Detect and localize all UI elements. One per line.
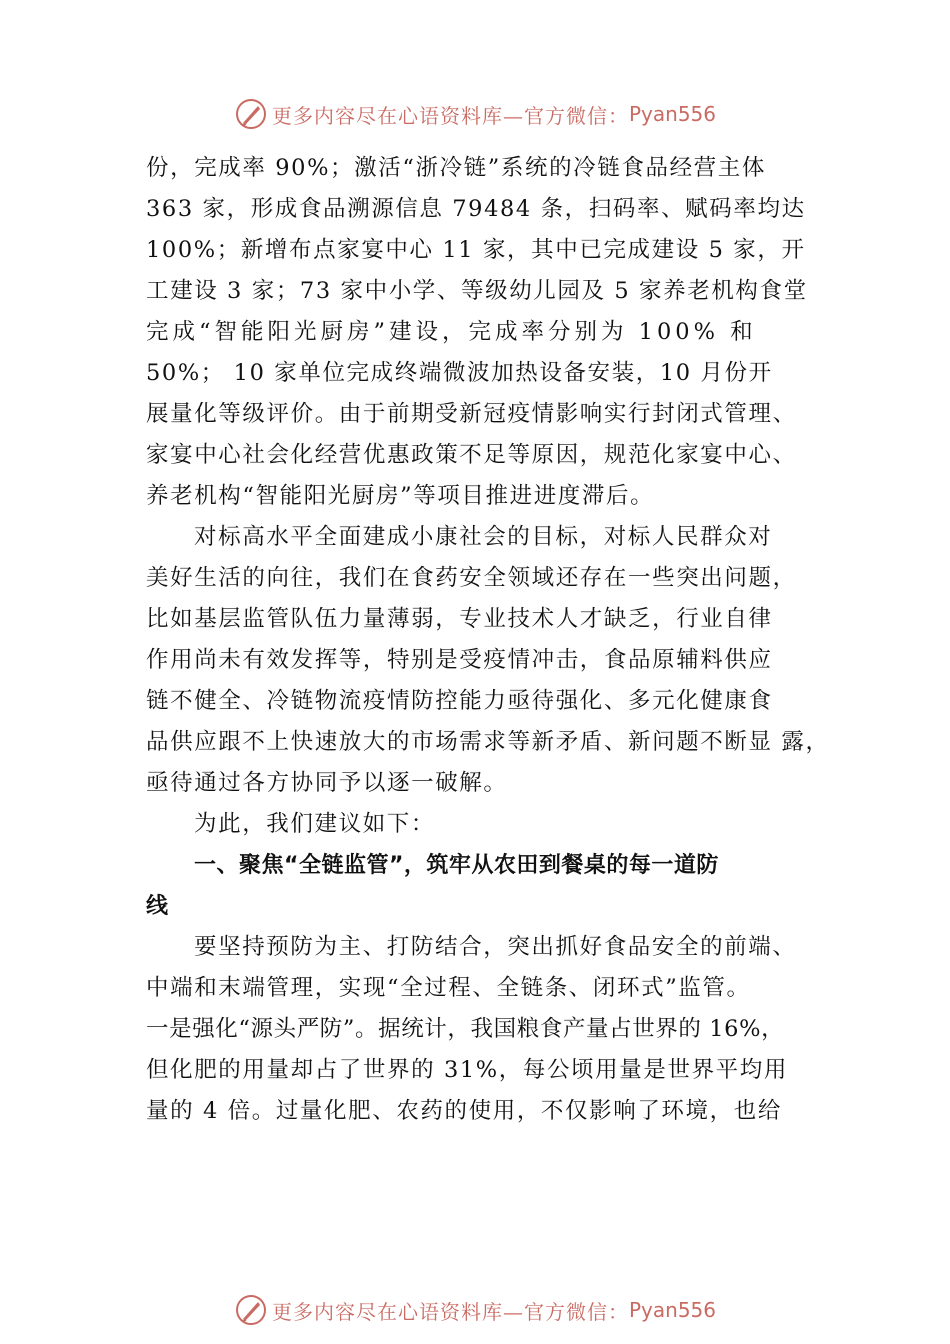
paragraph-line: 50%； 10 家单位完成终端微波加热设备安装，10 月份开	[146, 360, 773, 386]
paragraph-line: 养老机构“智能阳光厨房”等项目推进进度滞后。	[146, 483, 655, 509]
watermark-header	[0, 94, 950, 134]
paragraph-line: 美好生活的向往，我们在食药安全领域还存在一些突出问题，	[146, 565, 797, 591]
feather-pen-logo-icon	[234, 1293, 268, 1327]
paragraph-line: 为此，我们建议如下：	[194, 811, 436, 837]
paragraph-line: 100%；新增布点家宴中心 11 家，其中已完成建设 5 家，开	[146, 237, 806, 263]
section-heading-continued: 线	[146, 894, 169, 919]
paragraph-line: 要坚持预防为主、打防结合，突出抓好食品安全的前端、	[194, 934, 797, 960]
watermark-wechat-id: Pyan556	[628, 102, 716, 126]
watermark-text: 更多内容尽在心语资料库—官方微信：	[271, 1299, 629, 1324]
paragraph-line: 363 家，形成食品溯源信息 79484 条，扫码率、赋码率均达	[146, 196, 806, 222]
document-body	[146, 148, 836, 1132]
paragraph-line: 完成“智能阳光厨房”建设，完成率分别为 100% 和	[146, 319, 757, 345]
watermark-wechat-id: Pyan556	[628, 1298, 716, 1322]
paragraph-line: 中端和末端管理，实现“全过程、全链条、闭环式”监管。	[146, 975, 751, 1001]
feather-pen-logo-icon	[234, 97, 268, 131]
paragraph-line: 展量化等级评价。由于前期受新冠疫情影响实行封闭式管理、	[146, 401, 797, 427]
paragraph-line: 量的 4 倍。过量化肥、农药的使用，不仅影响了环境，也给	[146, 1098, 782, 1124]
paragraph-line: 工建设 3 家；73 家中小学、等级幼儿园及 5 家养老机构食堂	[146, 278, 808, 304]
watermark-footer	[0, 1290, 950, 1330]
paragraph-line: 份，完成率 90%；激活“浙冷链”系统的冷链食品经营主体	[146, 155, 766, 181]
paragraph-line: 一是强化“源头严防”。据统计，我国粮食产量占世界的 16%，	[146, 1016, 785, 1042]
paragraph-line: 比如基层监管队伍力量薄弱，专业技术人才缺乏，行业自律	[146, 606, 773, 632]
paragraph-line: 但化肥的用量却占了世界的 31%，每公顷用量是世界平均用	[146, 1057, 788, 1083]
paragraph-line: 品供应跟不上快速放大的市场需求等新矛盾、新问题不断显 露，	[146, 729, 830, 755]
paragraph-line: 家宴中心社会化经营优惠政策不足等原因，规范化家宴中心、	[146, 442, 797, 468]
paragraph-line: 对标高水平全面建成小康社会的目标，对标人民群众对	[194, 524, 773, 550]
paragraph-line: 链不健全、冷链物流疫情防控能力亟待强化、多元化健康食	[146, 688, 773, 714]
watermark-text: 更多内容尽在心语资料库—官方微信：	[271, 103, 629, 128]
section-heading: 一、聚焦“全链监管”，筑牢从农田到餐桌的每一道防	[194, 853, 719, 878]
paragraph-line: 作用尚未有效发挥等，特别是受疫情冲击，食品原辅料供应	[146, 647, 773, 673]
paragraph-line: 亟待通过各方协同予以逐一破解。	[146, 770, 508, 796]
